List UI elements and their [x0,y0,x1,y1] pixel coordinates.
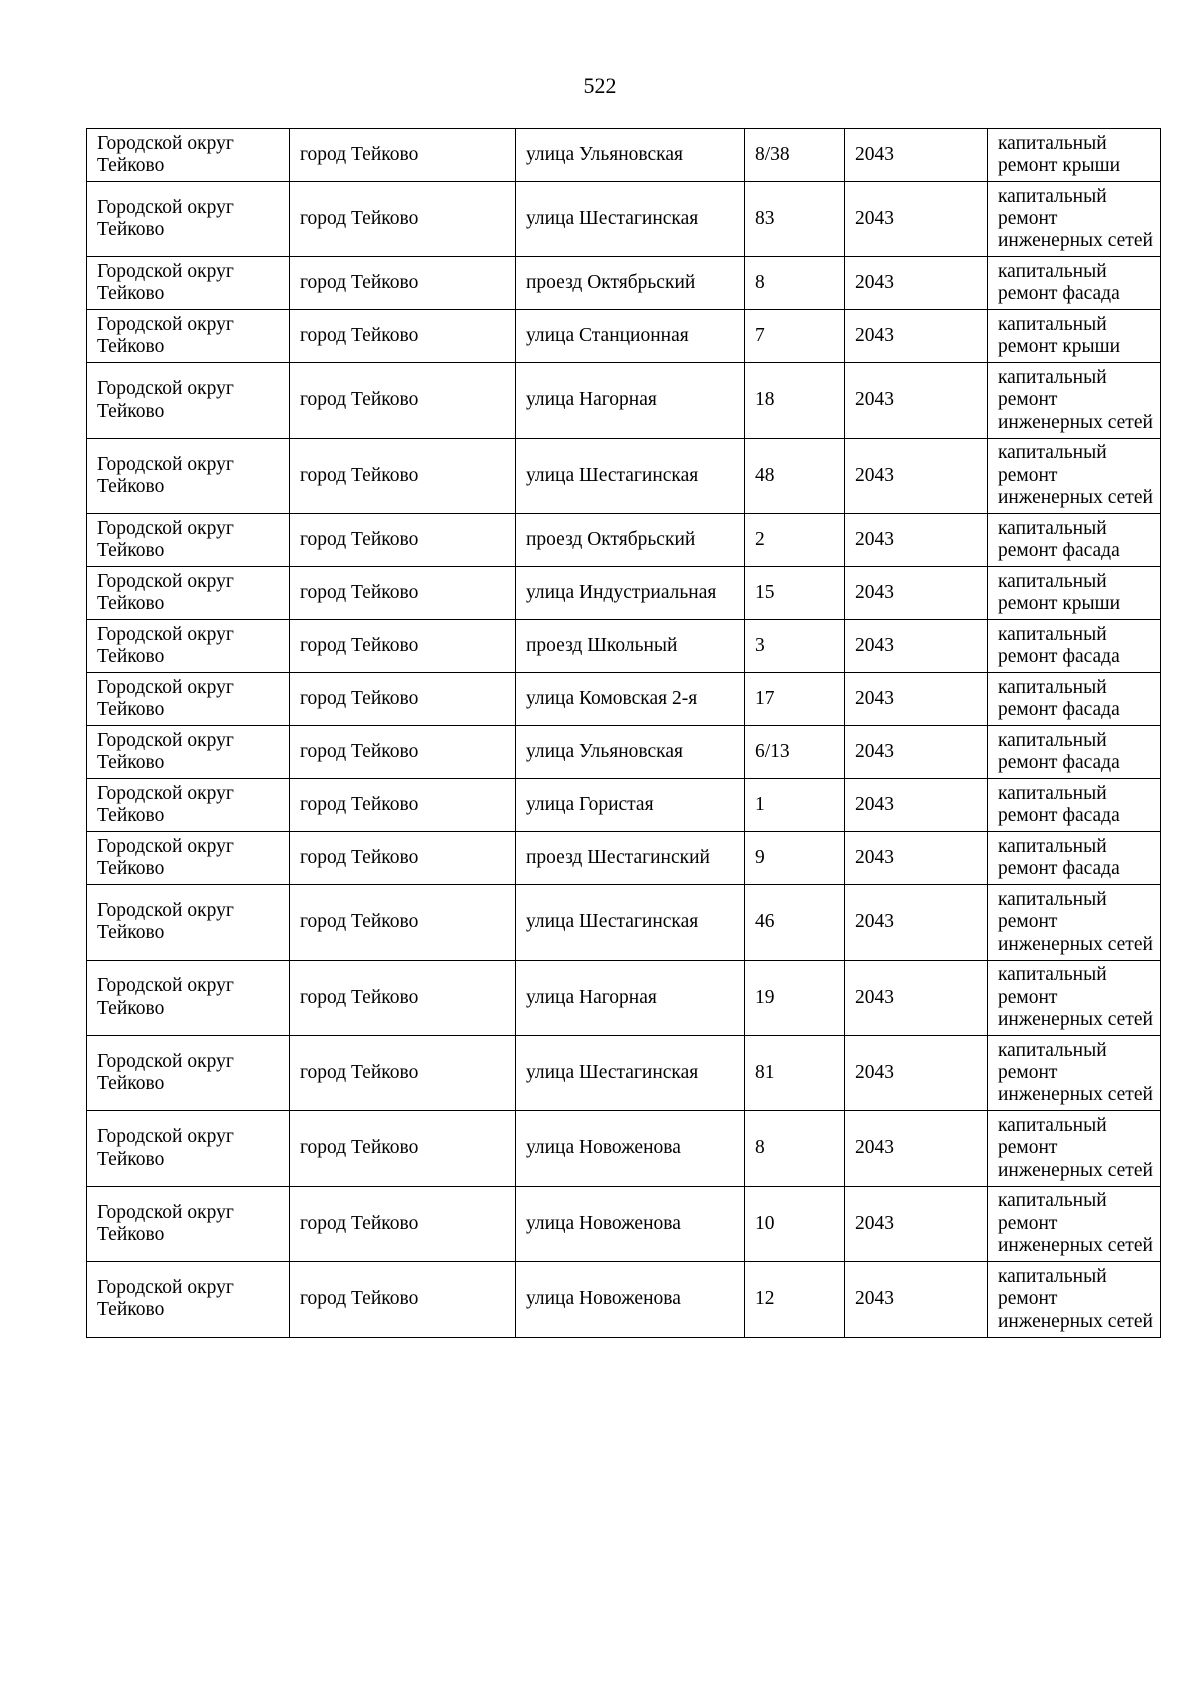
municipality-cell: Городской округ Тейково [87,620,290,673]
table-row [87,257,1161,310]
year-cell: 2043 [845,182,988,257]
settlement-cell: город Тейково [290,567,516,620]
work-type-cell: капитальный ремонт инженерных сетей [988,1036,1161,1111]
page-number: 522 [583,73,617,98]
house-number-cell: 15 [745,567,845,620]
settlement-cell: город Тейково [290,832,516,885]
municipality-cell: Городской округ Тейково [87,726,290,779]
house-number-cell: 1 [745,779,845,832]
settlement-cell: город Тейково [290,726,516,779]
house-number-cell: 48 [745,438,845,513]
table-row [87,1036,1161,1111]
settlement-cell: город Тейково [290,673,516,726]
settlement-cell: город Тейково [290,620,516,673]
year-cell: 2043 [845,310,988,363]
street-cell: улица Шестагинская [516,182,745,257]
settlement-cell: город Тейково [290,779,516,832]
settlement-cell: город Тейково [290,257,516,310]
settlement-cell: город Тейково [290,885,516,960]
street-cell: проезд Октябрьский [516,257,745,310]
municipality-cell: Городской округ Тейково [87,1186,290,1261]
work-type-cell: капитальный ремонт крыши [988,129,1161,182]
work-type-cell: капитальный ремонт инженерных сетей [988,885,1161,960]
house-number-cell: 3 [745,620,845,673]
settlement-cell: город Тейково [290,1262,516,1337]
year-cell: 2043 [845,1186,988,1261]
work-type-cell: капитальный ремонт фасада [988,779,1161,832]
house-number-cell: 46 [745,885,845,960]
records-table [86,128,1161,1338]
street-cell: улица Нагорная [516,363,745,438]
house-number-cell: 9 [745,832,845,885]
table-row [87,673,1161,726]
year-cell: 2043 [845,620,988,673]
municipality-cell: Городской округ Тейково [87,832,290,885]
municipality-cell: Городской округ Тейково [87,1036,290,1111]
street-cell: улица Ульяновская [516,129,745,182]
year-cell: 2043 [845,960,988,1035]
work-type-cell: капитальный ремонт инженерных сетей [988,1186,1161,1261]
table-row [87,726,1161,779]
municipality-cell: Городской округ Тейково [87,363,290,438]
house-number-cell: 8/38 [745,129,845,182]
work-type-cell: капитальный ремонт фасада [988,257,1161,310]
settlement-cell: город Тейково [290,960,516,1035]
municipality-cell: Городской округ Тейково [87,1262,290,1337]
table-row [87,960,1161,1035]
settlement-cell: город Тейково [290,129,516,182]
year-cell: 2043 [845,363,988,438]
house-number-cell: 8 [745,1111,845,1186]
street-cell: улица Комовская 2-я [516,673,745,726]
house-number-cell: 6/13 [745,726,845,779]
house-number-cell: 19 [745,960,845,1035]
street-cell: проезд Октябрьский [516,514,745,567]
street-cell: улица Нагорная [516,960,745,1035]
street-cell: улица Шестагинская [516,885,745,960]
year-cell: 2043 [845,673,988,726]
settlement-cell: город Тейково [290,310,516,363]
work-type-cell: капитальный ремонт крыши [988,567,1161,620]
work-type-cell: капитальный ремонт инженерных сетей [988,1262,1161,1337]
table-row [87,885,1161,960]
settlement-cell: город Тейково [290,1186,516,1261]
work-type-cell: капитальный ремонт инженерных сетей [988,438,1161,513]
work-type-cell: капитальный ремонт фасада [988,673,1161,726]
street-cell: улица Шестагинская [516,438,745,513]
house-number-cell: 18 [745,363,845,438]
municipality-cell: Городской округ Тейково [87,129,290,182]
table-row [87,129,1161,182]
settlement-cell: город Тейково [290,514,516,567]
records-table-body [87,129,1161,1338]
year-cell: 2043 [845,257,988,310]
work-type-cell: капитальный ремонт инженерных сетей [988,960,1161,1035]
table-row [87,514,1161,567]
house-number-cell: 17 [745,673,845,726]
street-cell: проезд Шестагинский [516,832,745,885]
table-row [87,310,1161,363]
municipality-cell: Городской округ Тейково [87,673,290,726]
work-type-cell: капитальный ремонт фасада [988,514,1161,567]
year-cell: 2043 [845,1111,988,1186]
work-type-cell: капитальный ремонт фасада [988,620,1161,673]
municipality-cell: Городской округ Тейково [87,885,290,960]
year-cell: 2043 [845,514,988,567]
work-type-cell: капитальный ремонт инженерных сетей [988,1111,1161,1186]
table-row [87,1186,1161,1261]
table-row [87,182,1161,257]
settlement-cell: город Тейково [290,438,516,513]
work-type-cell: капитальный ремонт фасада [988,832,1161,885]
house-number-cell: 7 [745,310,845,363]
street-cell: улица Шестагинская [516,1036,745,1111]
street-cell: улица Ульяновская [516,726,745,779]
municipality-cell: Городской округ Тейково [87,257,290,310]
table-row [87,438,1161,513]
table-row [87,620,1161,673]
street-cell: улица Гористая [516,779,745,832]
street-cell: улица Новоженова [516,1262,745,1337]
year-cell: 2043 [845,1036,988,1111]
municipality-cell: Городской округ Тейково [87,438,290,513]
settlement-cell: город Тейково [290,1036,516,1111]
year-cell: 2043 [845,129,988,182]
year-cell: 2043 [845,438,988,513]
house-number-cell: 10 [745,1186,845,1261]
work-type-cell: капитальный ремонт инженерных сетей [988,182,1161,257]
municipality-cell: Городской округ Тейково [87,567,290,620]
street-cell: улица Станционная [516,310,745,363]
settlement-cell: город Тейково [290,1111,516,1186]
house-number-cell: 8 [745,257,845,310]
year-cell: 2043 [845,567,988,620]
work-type-cell: капитальный ремонт крыши [988,310,1161,363]
municipality-cell: Городской округ Тейково [87,1111,290,1186]
municipality-cell: Городской округ Тейково [87,182,290,257]
house-number-cell: 83 [745,182,845,257]
year-cell: 2043 [845,726,988,779]
municipality-cell: Городской округ Тейково [87,960,290,1035]
table-row [87,832,1161,885]
table-row [87,779,1161,832]
house-number-cell: 12 [745,1262,845,1337]
table-row [87,567,1161,620]
year-cell: 2043 [845,885,988,960]
municipality-cell: Городской округ Тейково [87,514,290,567]
year-cell: 2043 [845,1262,988,1337]
house-number-cell: 2 [745,514,845,567]
year-cell: 2043 [845,832,988,885]
year-cell: 2043 [845,779,988,832]
municipality-cell: Городской округ Тейково [87,779,290,832]
table-row [87,363,1161,438]
settlement-cell: город Тейково [290,363,516,438]
table-row [87,1262,1161,1337]
work-type-cell: капитальный ремонт инженерных сетей [988,363,1161,438]
settlement-cell: город Тейково [290,182,516,257]
street-cell: проезд Школьный [516,620,745,673]
house-number-cell: 81 [745,1036,845,1111]
table-row [87,1111,1161,1186]
street-cell: улица Новоженова [516,1111,745,1186]
work-type-cell: капитальный ремонт фасада [988,726,1161,779]
street-cell: улица Новоженова [516,1186,745,1261]
street-cell: улица Индустриальная [516,567,745,620]
municipality-cell: Городской округ Тейково [87,310,290,363]
